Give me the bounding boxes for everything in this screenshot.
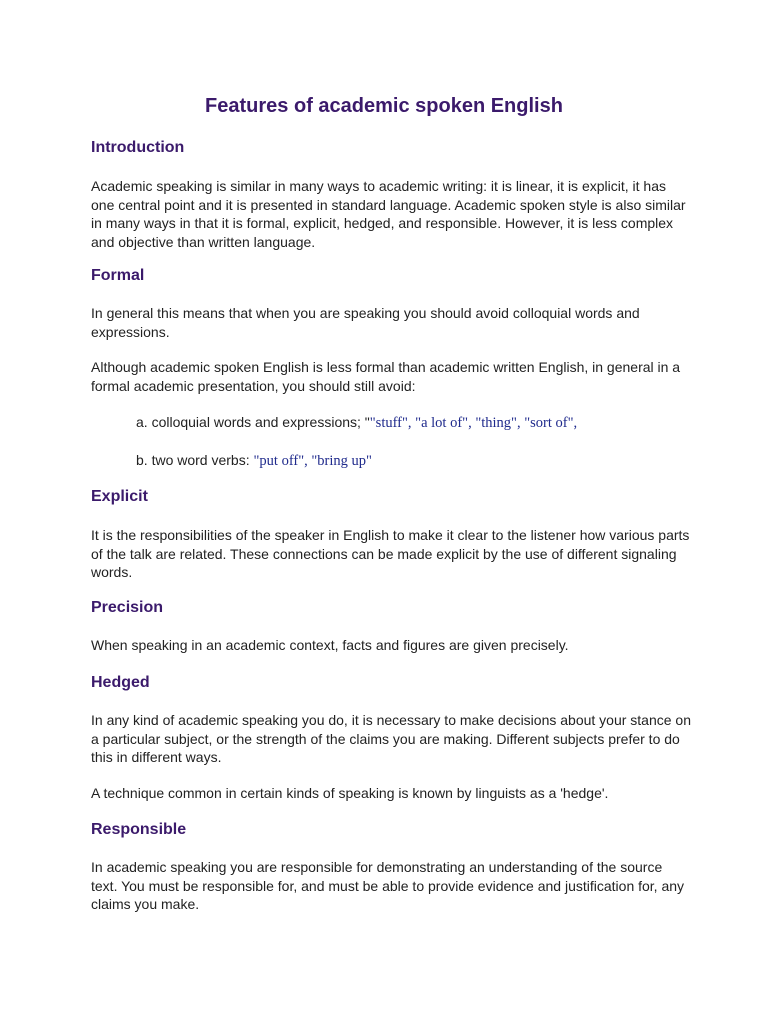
list-item-a-examples: "stuff", "a lot of", "thing", "sort of", [369,415,578,431]
list-item-b [136,451,696,470]
paragraph-precision: When speaking in an academic context, facts and figures are given precisely. [91,637,569,653]
heading-responsible: Responsible [91,821,187,838]
heading-precision: Precision [91,599,164,616]
paragraph-hedged-2: A technique common in certain kinds of speaking is known by linguists as a 'hedge'. [91,785,609,801]
heading-hedged: Hedged [91,674,150,691]
page-title: Features of academic spoken English [205,95,563,117]
paragraph-responsible: In academic speaking you are responsible for demonstrating an understanding of the source text. You must be responsible for, and must be able to provide evidence and justification for, any claims you make. [91,859,685,913]
heading-introduction: Introduction [91,139,185,156]
heading-explicit: Explicit [91,488,148,505]
paragraph-explicit: It is the responsibilities of the speaker in English to make it clear to the listener how various parts of the talk are related. These connections can be made explicit by the use of different signaling words. [91,527,690,581]
paragraph-formal-1: In general this means that when you are speaking you should avoid colloquial words and expressions. [91,305,640,340]
paragraph-formal-2: Although academic spoken English is less formal than academic written English, in general in a formal academic presentation, you should still avoid: [91,359,681,394]
list-item-b-label: b. two word verbs: [136,452,254,468]
list-item-a [136,413,696,432]
heading-formal: Formal [91,267,145,284]
paragraph-hedged-1: In any kind of academic speaking you do, it is necessary to make decisions about your stance on a particular subject, or the strength of the claims you are making. Different subjects prefer to do this in different ways. [91,712,692,766]
list-item-a-label: a. colloquial words and expressions; " [136,414,370,430]
list-item-b-examples: "put off", "bring up" [253,453,372,469]
paragraph-introduction: Academic speaking is similar in many ways to academic writing: it is linear, it is explicit, it has one central point and it is presented in standard language. Academic spoken style is also similar in many ways in that it is formal, explicit, hedged, and responsible. However, it is less complex and objective than written language. [91,178,686,250]
